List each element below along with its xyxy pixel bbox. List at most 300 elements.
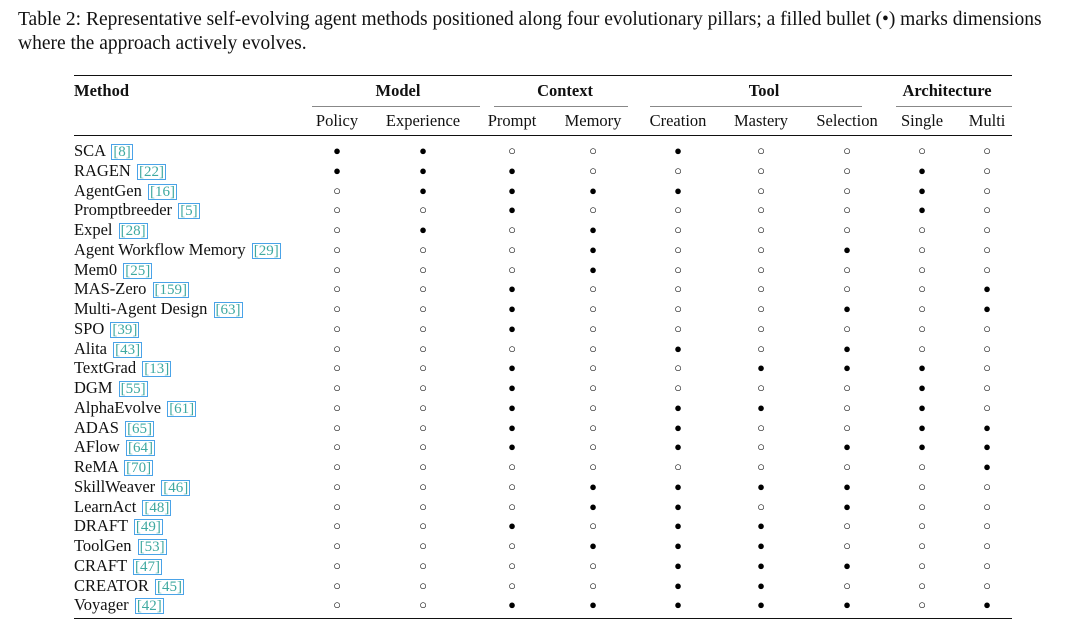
subheader-selection: Selection xyxy=(816,110,878,130)
filled-bullet-icon: ● xyxy=(419,143,427,158)
empty-bullet-icon: ○ xyxy=(419,241,427,257)
table-row xyxy=(74,595,1012,618)
method-name: ToolGen xyxy=(74,536,132,555)
empty-bullet-icon: ○ xyxy=(843,380,851,395)
empty-bullet-icon: ○ xyxy=(918,301,926,316)
empty-bullet-icon: ○ xyxy=(419,380,427,395)
empty-bullet-icon: ○ xyxy=(983,261,991,277)
empty-bullet-icon: ○ xyxy=(333,439,341,455)
empty-bullet-icon: ○ xyxy=(589,301,597,316)
filled-bullet-icon: ● xyxy=(674,577,682,593)
filled-bullet-icon: ● xyxy=(843,597,851,613)
method-cell xyxy=(74,536,312,556)
filled-bullet-icon: ● xyxy=(508,439,516,455)
method-name: CREATOR xyxy=(74,575,149,595)
filled-bullet-icon: ● xyxy=(674,498,682,514)
citation-link[interactable]: [47] xyxy=(135,558,161,575)
empty-bullet-icon: ○ xyxy=(843,518,851,534)
filled-bullet-icon: ● xyxy=(843,241,851,257)
empty-bullet-icon: ○ xyxy=(983,143,991,158)
empty-bullet-icon: ○ xyxy=(674,202,682,218)
empty-bullet-icon: ○ xyxy=(333,419,341,435)
filled-bullet-icon: ● xyxy=(674,399,682,415)
empty-bullet-icon: ○ xyxy=(419,399,427,415)
empty-bullet-icon: ○ xyxy=(918,143,926,158)
table-row xyxy=(74,457,1012,477)
table-row xyxy=(74,378,1012,398)
empty-bullet-icon: ○ xyxy=(333,320,341,336)
method-name: TextGrad xyxy=(74,358,137,378)
filled-bullet-icon: ● xyxy=(757,518,765,534)
filled-bullet-icon: ● xyxy=(333,162,341,178)
citation-link[interactable]: [28] xyxy=(120,223,146,239)
method-cell xyxy=(74,358,312,378)
empty-bullet-icon: ○ xyxy=(333,597,341,613)
filled-bullet-icon: ● xyxy=(983,419,991,435)
method-name: SPO xyxy=(74,318,105,338)
citation-link[interactable]: [65] xyxy=(127,420,153,437)
method-cell xyxy=(74,457,312,477)
empty-bullet-icon: ○ xyxy=(589,340,597,356)
empty-bullet-icon: ○ xyxy=(918,281,926,297)
filled-bullet-icon: ● xyxy=(983,459,991,474)
empty-bullet-icon: ○ xyxy=(333,538,341,553)
method-cell xyxy=(74,477,312,497)
subcolumn-header-row xyxy=(74,106,1012,136)
empty-bullet-icon: ○ xyxy=(419,340,427,356)
empty-bullet-icon: ○ xyxy=(843,459,851,474)
method-name: Multi-Agent Design xyxy=(74,299,208,318)
citation-link[interactable]: [5] xyxy=(180,203,198,220)
empty-bullet-icon: ○ xyxy=(757,261,765,277)
table-row xyxy=(74,200,1012,220)
method-name: Agent Workflow Memory xyxy=(74,239,246,259)
table-row xyxy=(74,516,1012,536)
table-caption: Table 2: Representative self-evolving agent methods positioned along four evolutionary pillars; a filled bullet (•) marks dimensions where the approach actively evolves. xyxy=(18,9,1042,54)
method-cell xyxy=(74,398,312,418)
citation-link[interactable]: [43] xyxy=(115,341,141,358)
citation-link[interactable]: [46] xyxy=(163,479,189,496)
empty-bullet-icon: ○ xyxy=(674,261,682,277)
filled-bullet-icon: ● xyxy=(843,498,851,514)
method-name: AFlow xyxy=(74,437,120,457)
filled-bullet-icon: ● xyxy=(508,399,516,415)
method-cell xyxy=(74,136,312,161)
empty-bullet-icon: ○ xyxy=(757,380,765,395)
empty-bullet-icon: ○ xyxy=(333,222,341,237)
empty-bullet-icon: ○ xyxy=(918,320,926,336)
empty-bullet-icon: ○ xyxy=(843,222,851,237)
methods-table xyxy=(74,75,1012,619)
subheader-experience: Experience xyxy=(385,110,461,130)
filled-bullet-icon: ● xyxy=(589,538,597,553)
filled-bullet-icon: ● xyxy=(589,498,597,514)
subheader-single: Single xyxy=(900,110,944,130)
method-name: Voyager xyxy=(74,595,129,615)
table-row xyxy=(74,398,1012,418)
filled-bullet-icon: ● xyxy=(757,597,765,613)
empty-bullet-icon: ○ xyxy=(843,419,851,435)
filled-bullet-icon: ● xyxy=(589,478,597,494)
empty-bullet-icon: ○ xyxy=(918,222,926,237)
filled-bullet-icon: ● xyxy=(983,439,991,455)
filled-bullet-icon: ● xyxy=(918,162,926,178)
table-row xyxy=(74,477,1012,497)
empty-bullet-icon: ○ xyxy=(508,577,516,593)
empty-bullet-icon: ○ xyxy=(508,222,516,237)
empty-bullet-icon: ○ xyxy=(333,340,341,356)
filled-bullet-icon: ● xyxy=(757,557,765,573)
empty-bullet-icon: ○ xyxy=(843,202,851,218)
citation-link[interactable]: [53] xyxy=(139,539,165,555)
citation-link[interactable]: [48] xyxy=(144,499,170,516)
group-header-row xyxy=(74,76,1012,107)
table-row xyxy=(74,497,1012,517)
subheader-memory: Memory xyxy=(564,110,622,130)
filled-bullet-icon: ● xyxy=(674,182,682,198)
method-cell xyxy=(74,516,312,536)
filled-bullet-icon: ● xyxy=(674,439,682,455)
method-name: AgentGen xyxy=(74,180,142,200)
empty-bullet-icon: ○ xyxy=(757,459,765,474)
empty-bullet-icon: ○ xyxy=(843,162,851,178)
empty-bullet-icon: ○ xyxy=(419,320,427,336)
empty-bullet-icon: ○ xyxy=(419,419,427,435)
method-cell xyxy=(74,378,312,398)
empty-bullet-icon: ○ xyxy=(757,182,765,198)
empty-bullet-icon: ○ xyxy=(843,320,851,336)
subheader-mastery: Mastery xyxy=(733,110,789,130)
empty-bullet-icon: ○ xyxy=(674,320,682,336)
table-row xyxy=(74,576,1012,596)
method-name: SCA xyxy=(74,141,106,160)
citation-link[interactable]: [64] xyxy=(127,440,153,457)
table-row xyxy=(74,260,1012,280)
method-name: Mem0 xyxy=(74,259,118,279)
empty-bullet-icon: ○ xyxy=(419,202,427,218)
citation-link[interactable]: [45] xyxy=(157,578,183,595)
empty-bullet-icon: ○ xyxy=(674,380,682,395)
empty-bullet-icon: ○ xyxy=(983,498,991,514)
method-cell xyxy=(74,181,312,201)
empty-bullet-icon: ○ xyxy=(419,261,427,277)
table-row xyxy=(74,240,1012,260)
empty-bullet-icon: ○ xyxy=(589,399,597,415)
table-body xyxy=(74,136,1012,619)
filled-bullet-icon: ● xyxy=(589,182,597,198)
method-header: Method xyxy=(74,81,129,100)
empty-bullet-icon: ○ xyxy=(918,557,926,573)
empty-bullet-icon: ○ xyxy=(674,281,682,297)
method-cell xyxy=(74,418,312,438)
table-row xyxy=(74,339,1012,359)
table-row xyxy=(74,279,1012,299)
filled-bullet-icon: ● xyxy=(757,478,765,494)
method-name: MAS-Zero xyxy=(74,279,147,299)
empty-bullet-icon: ○ xyxy=(757,498,765,514)
empty-bullet-icon: ○ xyxy=(674,301,682,316)
empty-bullet-icon: ○ xyxy=(674,360,682,376)
filled-bullet-icon: ● xyxy=(843,439,851,455)
method-cell xyxy=(74,299,312,319)
table-row xyxy=(74,161,1012,181)
empty-bullet-icon: ○ xyxy=(333,281,341,297)
subheader-creation: Creation xyxy=(649,110,707,130)
empty-bullet-icon: ○ xyxy=(589,577,597,593)
empty-bullet-icon: ○ xyxy=(589,281,597,297)
empty-bullet-icon: ○ xyxy=(843,261,851,277)
empty-bullet-icon: ○ xyxy=(757,241,765,257)
filled-bullet-icon: ● xyxy=(674,557,682,573)
method-cell xyxy=(74,576,312,596)
method-name: Expel xyxy=(74,220,113,239)
subheader-multi: Multi xyxy=(968,110,1006,130)
empty-bullet-icon: ○ xyxy=(757,143,765,158)
group-header-tool: Tool xyxy=(646,76,882,107)
empty-bullet-icon: ○ xyxy=(757,162,765,178)
group-header-model: Model xyxy=(312,76,484,107)
empty-bullet-icon: ○ xyxy=(419,518,427,534)
citation-link[interactable]: [55] xyxy=(120,381,146,397)
empty-bullet-icon: ○ xyxy=(757,222,765,237)
method-name: Promptbreeder xyxy=(74,200,173,220)
empty-bullet-icon: ○ xyxy=(589,202,597,218)
citation-link[interactable]: [13] xyxy=(144,361,170,378)
filled-bullet-icon: ● xyxy=(419,162,427,178)
empty-bullet-icon: ○ xyxy=(983,557,991,573)
citation-link[interactable]: [49] xyxy=(135,519,161,536)
empty-bullet-icon: ○ xyxy=(757,439,765,455)
empty-bullet-icon: ○ xyxy=(918,577,926,593)
method-cell xyxy=(74,200,312,220)
filled-bullet-icon: ● xyxy=(918,419,926,435)
empty-bullet-icon: ○ xyxy=(983,518,991,534)
group-header-architecture: Architecture xyxy=(882,76,1012,107)
empty-bullet-icon: ○ xyxy=(843,538,851,553)
filled-bullet-icon: ● xyxy=(843,340,851,356)
empty-bullet-icon: ○ xyxy=(419,360,427,376)
empty-bullet-icon: ○ xyxy=(983,340,991,356)
empty-bullet-icon: ○ xyxy=(983,360,991,376)
empty-bullet-icon: ○ xyxy=(983,182,991,198)
empty-bullet-icon: ○ xyxy=(419,459,427,474)
empty-bullet-icon: ○ xyxy=(757,419,765,435)
filled-bullet-icon: ● xyxy=(918,360,926,376)
empty-bullet-icon: ○ xyxy=(419,597,427,613)
empty-bullet-icon: ○ xyxy=(983,222,991,237)
empty-bullet-icon: ○ xyxy=(918,538,926,553)
empty-bullet-icon: ○ xyxy=(983,399,991,415)
empty-bullet-icon: ○ xyxy=(419,281,427,297)
filled-bullet-icon: ● xyxy=(843,360,851,376)
empty-bullet-icon: ○ xyxy=(333,360,341,376)
method-name: CRAFT xyxy=(74,555,127,575)
empty-bullet-icon: ○ xyxy=(843,281,851,297)
citation-link[interactable]: [39] xyxy=(112,321,138,338)
empty-bullet-icon: ○ xyxy=(589,557,597,573)
empty-bullet-icon: ○ xyxy=(918,478,926,494)
table-row xyxy=(74,358,1012,378)
method-name: DGM xyxy=(74,378,113,397)
empty-bullet-icon: ○ xyxy=(508,538,516,553)
filled-bullet-icon: ● xyxy=(983,301,991,316)
method-cell xyxy=(74,595,312,618)
empty-bullet-icon: ○ xyxy=(508,498,516,514)
filled-bullet-icon: ● xyxy=(589,241,597,257)
citation-link[interactable]: [42] xyxy=(136,598,162,615)
citation-link[interactable]: [25] xyxy=(125,262,151,279)
method-cell xyxy=(74,339,312,359)
filled-bullet-icon: ● xyxy=(419,182,427,198)
empty-bullet-icon: ○ xyxy=(333,182,341,198)
filled-bullet-icon: ● xyxy=(674,518,682,534)
citation-link[interactable]: [29] xyxy=(253,242,279,259)
filled-bullet-icon: ● xyxy=(508,281,516,297)
empty-bullet-icon: ○ xyxy=(983,380,991,395)
subheader-policy: Policy xyxy=(315,110,359,130)
filled-bullet-icon: ● xyxy=(589,261,597,277)
citation-link[interactable]: [61] xyxy=(169,400,195,417)
filled-bullet-icon: ● xyxy=(983,281,991,297)
filled-bullet-icon: ● xyxy=(508,182,516,198)
method-cell xyxy=(74,240,312,260)
empty-bullet-icon: ○ xyxy=(674,459,682,474)
empty-bullet-icon: ○ xyxy=(508,241,516,257)
empty-bullet-icon: ○ xyxy=(333,301,341,316)
empty-bullet-icon: ○ xyxy=(918,597,926,613)
empty-bullet-icon: ○ xyxy=(918,498,926,514)
empty-bullet-icon: ○ xyxy=(983,320,991,336)
filled-bullet-icon: ● xyxy=(508,380,516,395)
citation-link[interactable]: [22] xyxy=(138,163,164,180)
empty-bullet-icon: ○ xyxy=(589,162,597,178)
filled-bullet-icon: ● xyxy=(674,538,682,553)
table-row xyxy=(74,319,1012,339)
empty-bullet-icon: ○ xyxy=(918,241,926,257)
empty-bullet-icon: ○ xyxy=(508,143,516,158)
empty-bullet-icon: ○ xyxy=(419,301,427,316)
empty-bullet-icon: ○ xyxy=(757,281,765,297)
empty-bullet-icon: ○ xyxy=(589,143,597,158)
method-cell xyxy=(74,161,312,181)
citation-link[interactable]: [159] xyxy=(154,282,188,299)
method-cell xyxy=(74,319,312,339)
citation-link[interactable]: [63] xyxy=(215,302,241,318)
empty-bullet-icon: ○ xyxy=(419,557,427,573)
empty-bullet-icon: ○ xyxy=(333,518,341,534)
empty-bullet-icon: ○ xyxy=(757,340,765,356)
filled-bullet-icon: ● xyxy=(674,419,682,435)
table-row xyxy=(74,136,1012,161)
empty-bullet-icon: ○ xyxy=(333,380,341,395)
subheader-prompt: Prompt xyxy=(487,110,537,130)
citation-link[interactable]: [8] xyxy=(113,144,131,160)
method-cell xyxy=(74,279,312,299)
empty-bullet-icon: ○ xyxy=(757,301,765,316)
empty-bullet-icon: ○ xyxy=(333,202,341,218)
filled-bullet-icon: ● xyxy=(757,399,765,415)
filled-bullet-icon: ● xyxy=(508,518,516,534)
citation-link[interactable]: [70] xyxy=(126,460,152,476)
filled-bullet-icon: ● xyxy=(674,340,682,356)
method-cell xyxy=(74,437,312,457)
empty-bullet-icon: ○ xyxy=(419,498,427,514)
empty-bullet-icon: ○ xyxy=(843,182,851,198)
empty-bullet-icon: ○ xyxy=(333,577,341,593)
method-name: ADAS xyxy=(74,417,119,437)
method-name: SkillWeaver xyxy=(74,476,156,496)
method-cell xyxy=(74,556,312,576)
empty-bullet-icon: ○ xyxy=(508,261,516,277)
method-name: DRAFT xyxy=(74,516,128,536)
empty-bullet-icon: ○ xyxy=(333,459,341,474)
method-name: ReMA xyxy=(74,457,119,476)
table-row xyxy=(74,220,1012,240)
method-name: LearnAct xyxy=(74,496,137,516)
filled-bullet-icon: ● xyxy=(589,597,597,613)
method-name: AlphaEvolve xyxy=(74,397,162,417)
empty-bullet-icon: ○ xyxy=(333,498,341,514)
empty-bullet-icon: ○ xyxy=(333,478,341,494)
filled-bullet-icon: ● xyxy=(508,419,516,435)
citation-link[interactable]: [16] xyxy=(149,183,175,200)
empty-bullet-icon: ○ xyxy=(983,202,991,218)
filled-bullet-icon: ● xyxy=(918,399,926,415)
empty-bullet-icon: ○ xyxy=(589,419,597,435)
filled-bullet-icon: ● xyxy=(983,597,991,613)
empty-bullet-icon: ○ xyxy=(508,340,516,356)
empty-bullet-icon: ○ xyxy=(333,399,341,415)
empty-bullet-icon: ○ xyxy=(589,380,597,395)
filled-bullet-icon: ● xyxy=(674,597,682,613)
empty-bullet-icon: ○ xyxy=(757,320,765,336)
empty-bullet-icon: ○ xyxy=(918,340,926,356)
empty-bullet-icon: ○ xyxy=(674,241,682,257)
table-row xyxy=(74,556,1012,576)
empty-bullet-icon: ○ xyxy=(333,557,341,573)
method-name: Alita xyxy=(74,338,107,358)
filled-bullet-icon: ● xyxy=(843,557,851,573)
empty-bullet-icon: ○ xyxy=(333,241,341,257)
empty-bullet-icon: ○ xyxy=(843,143,851,158)
table-row xyxy=(74,299,1012,319)
empty-bullet-icon: ○ xyxy=(843,577,851,593)
empty-bullet-icon: ○ xyxy=(983,538,991,553)
filled-bullet-icon: ● xyxy=(333,143,341,158)
filled-bullet-icon: ● xyxy=(918,202,926,218)
empty-bullet-icon: ○ xyxy=(674,162,682,178)
filled-bullet-icon: ● xyxy=(674,478,682,494)
empty-bullet-icon: ○ xyxy=(918,261,926,277)
empty-bullet-icon: ○ xyxy=(419,478,427,494)
empty-bullet-icon: ○ xyxy=(983,162,991,178)
filled-bullet-icon: ● xyxy=(843,301,851,316)
empty-bullet-icon: ○ xyxy=(589,320,597,336)
filled-bullet-icon: ● xyxy=(757,538,765,553)
empty-bullet-icon: ○ xyxy=(333,261,341,277)
method-cell xyxy=(74,260,312,280)
filled-bullet-icon: ● xyxy=(419,222,427,237)
empty-bullet-icon: ○ xyxy=(589,360,597,376)
empty-bullet-icon: ○ xyxy=(843,399,851,415)
method-name: RAGEN xyxy=(74,160,131,180)
filled-bullet-icon: ● xyxy=(843,478,851,494)
filled-bullet-icon: ● xyxy=(589,222,597,237)
filled-bullet-icon: ● xyxy=(674,143,682,158)
table-row xyxy=(74,181,1012,201)
filled-bullet-icon: ● xyxy=(757,577,765,593)
subheader-spacer xyxy=(74,106,312,136)
